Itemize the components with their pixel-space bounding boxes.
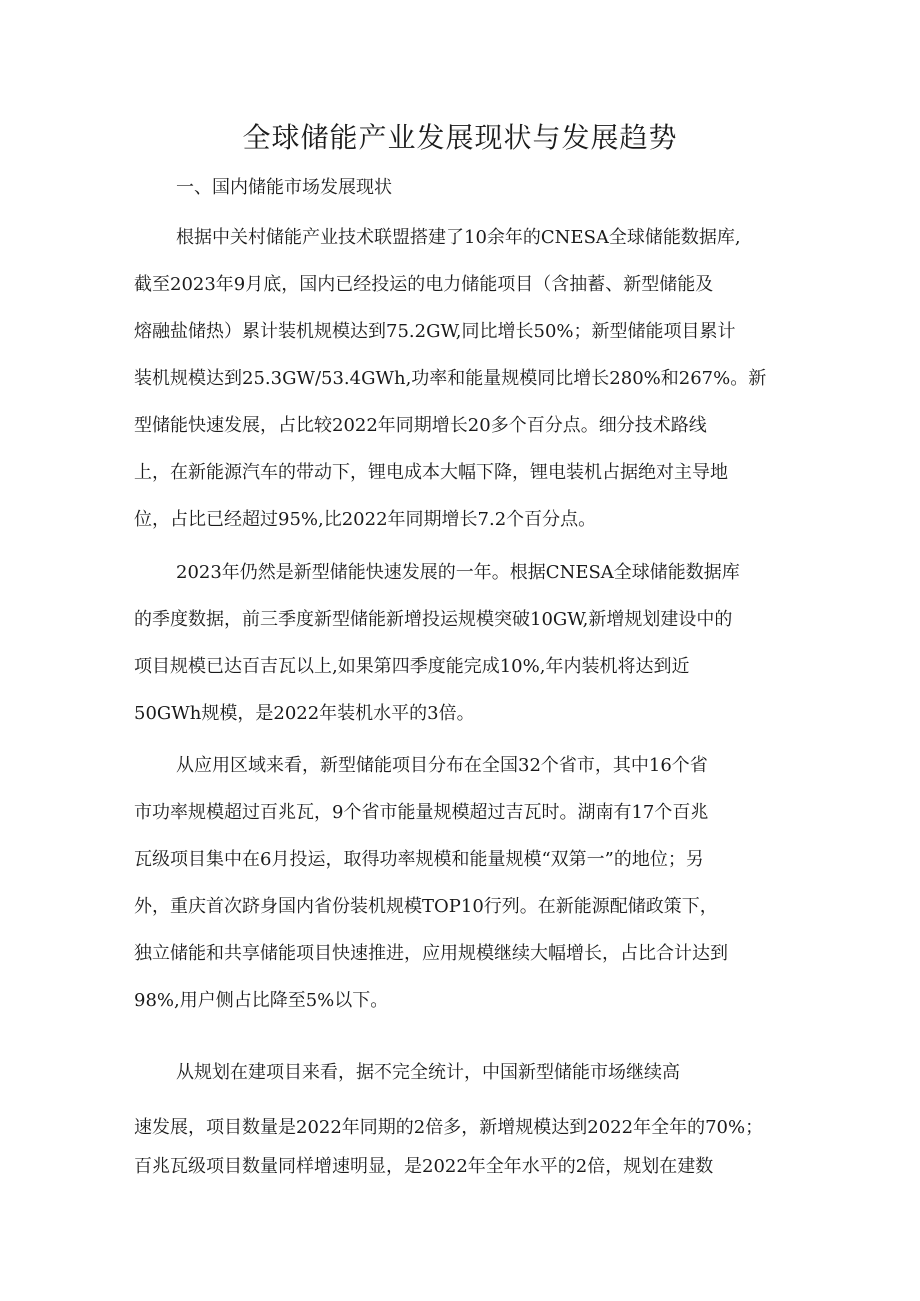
paragraph-line: 位，占比已经超过95%,比2022年同期增长7.2个百分点。 — [134, 509, 597, 530]
paragraph-line: 市功率规模超过百兆瓦，9个省市能量规模超过吉瓦时。湖南有17个百兆 — [134, 802, 709, 823]
paragraph-line: 2023年仍然是新型储能快速发展的一年。根据CNESA全球储能数据库 — [176, 562, 740, 583]
section-heading: 一、国内储能市场发展现状 — [176, 177, 392, 198]
paragraph-line: 根据中关村储能产业技术联盟搭建了10余年的CNESA全球储能数据库, — [176, 227, 741, 248]
paragraph-line: 50GWh规模，是2022年装机水平的3倍。 — [134, 703, 475, 724]
paragraph-line: 截至2023年9月底，国内已经投运的电力储能项目（含抽蓄、新型储能及 — [134, 274, 714, 295]
paragraph-line: 外，重庆首次跻身国内省份装机规模TOP10行列。在新能源配储政策下， — [134, 896, 718, 917]
paragraph-line: 独立储能和共享储能项目快速推进，应用规模继续大幅增长，占比合计达到 — [134, 943, 728, 964]
paragraph-line: 的季度数据，前三季度新型储能新增投运规模突破10GW,新增规划建设中的 — [134, 609, 733, 630]
paragraph-line: 熔融盐储热）累计装机规模达到75.2GW,同比增长50%；新型储能项目累计 — [134, 321, 736, 342]
paragraph-line: 装机规模达到25.3GW/53.4GWh,功率和能量规模同比增长280%和267%。新 — [134, 368, 767, 389]
paragraph-line: 上，在新能源汽车的带动下，锂电成本大幅下降，锂电装机占据绝对主导地 — [134, 462, 728, 483]
paragraph-line: 瓦级项目集中在6月投运，取得功率规模和能量规模“双第一”的地位；另 — [134, 849, 704, 870]
paragraph-line: 项目规模已达百吉瓦以上,如果第四季度能完成10%,年内装机将达到近 — [134, 656, 690, 677]
document-title: 全球储能产业发展现状与发展趋势 — [242, 121, 678, 154]
paragraph-line: 百兆瓦级项目数量同样增速明显，是2022年全年水平的2倍，规划在建数 — [134, 1156, 714, 1177]
paragraph-line: 型储能快速发展，占比较2022年同期增长20多个百分点。细分技术路线 — [134, 415, 707, 436]
paragraph-line: 速发展，项目数量是2022年同期的2倍多，新增规模达到2022年全年的70%； — [134, 1117, 764, 1138]
paragraph-line: 98%,用户侧占比降至5%以下。 — [134, 990, 389, 1011]
paragraph-line: 从规划在建项目来看，据不完全统计，中国新型储能市场继续高 — [176, 1062, 680, 1083]
paragraph-line: 从应用区域来看，新型储能项目分布在全国32个省市，其中16个省 — [176, 755, 708, 776]
